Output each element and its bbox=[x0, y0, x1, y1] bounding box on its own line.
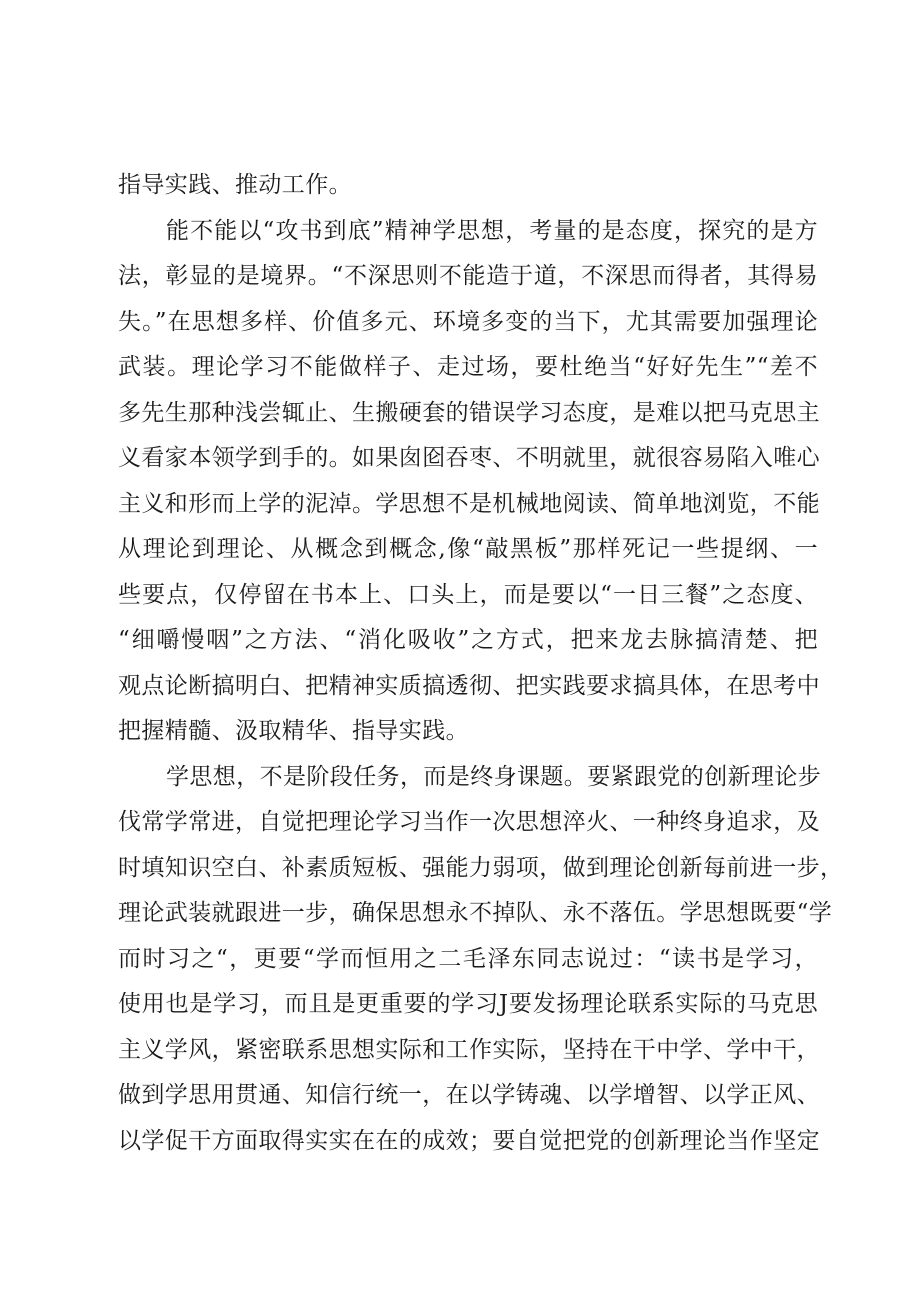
text-line: 时填知识空白、补素质短板、强能力弱项，做到理论创新每前进一步， bbox=[118, 854, 844, 881]
text-line: 伐常学常进，自觉把理论学习当作一次思想淬火、一种终身追求，及 bbox=[118, 809, 820, 835]
paragraph bbox=[118, 209, 818, 755]
text-line: 而时习之“，更要“学而恒用之二毛泽东同志说过：“读书是学习， bbox=[118, 945, 818, 972]
text-line: 能不能以“攻书到底”精神学思想，考量的是态度，探究的是方 bbox=[166, 217, 818, 244]
body-text bbox=[118, 163, 844, 1164]
text-line: 主义学风，紧密联系思想实际和工作实际，坚持在干中学、学中干， bbox=[118, 1036, 820, 1063]
text-line: 武装。理论学习不能做样子、走过场，要杜绝当“好好先生”“差不 bbox=[118, 354, 818, 380]
text-line: 做到学思用贯通、知信行统一，在以学铸魂、以学增智、以学正风、 bbox=[118, 1082, 820, 1108]
paragraph bbox=[118, 163, 818, 209]
text-line: 义看家本领学到手的。如果囱囵吞枣、不明就里，就很容易陷入唯心 bbox=[118, 445, 820, 471]
text-line: 以学促干方面取得实实在在的成效；要自觉把党的创新理论当作坚定 bbox=[118, 1127, 820, 1154]
text-line: 从理论到理论、从概念到概念,像“敲黑板”那样死记一些提纲、一 bbox=[118, 536, 818, 562]
text-line: 使用也是学习，而且是更重要的学习J要发扬理论联系实际的马克思 bbox=[118, 991, 818, 1017]
text-line: 些要点，仅停留在书本上、口头上，而是要以“一日三餐”之态度、 bbox=[118, 581, 818, 608]
text-line: 把握精髓、汲取精华、指导实践。 bbox=[118, 718, 469, 744]
text-line: 理论武装就跟进一步，确保思想永不掉队、永不落伍。学思想既要“学 bbox=[118, 900, 833, 926]
text-line: 学思想，不是阶段任务，而是终身课题。要紧跟党的创新理论步 bbox=[166, 763, 822, 790]
text-line: 多先生那种浅尝辄止、生搬硬套的错误学习态度，是难以把马克思主 bbox=[118, 399, 820, 426]
text-line: 指导实践、推动工作。 bbox=[118, 172, 352, 198]
text-line: 观点论断搞明白、把精神实质搞透彻、把实践要求搞具体，在思考中 bbox=[118, 672, 820, 699]
text-line: 法，彰显的是境界。“不深思则不能造于道，不深思而得者，其得易 bbox=[118, 263, 818, 289]
text-line: “细嚼慢咽”之方法、“消化吸收”之方式，把来龙去脉搞清楚、把 bbox=[118, 627, 818, 653]
paragraph bbox=[118, 755, 844, 1165]
text-line: 主义和形而上学的泥淖。学思想不是机械地阅读、简单地浏览，不能 bbox=[118, 490, 820, 517]
text-line: 失。”在思想多样、价值多元、环境多变的当下，尤其需要加强理论 bbox=[118, 308, 818, 335]
